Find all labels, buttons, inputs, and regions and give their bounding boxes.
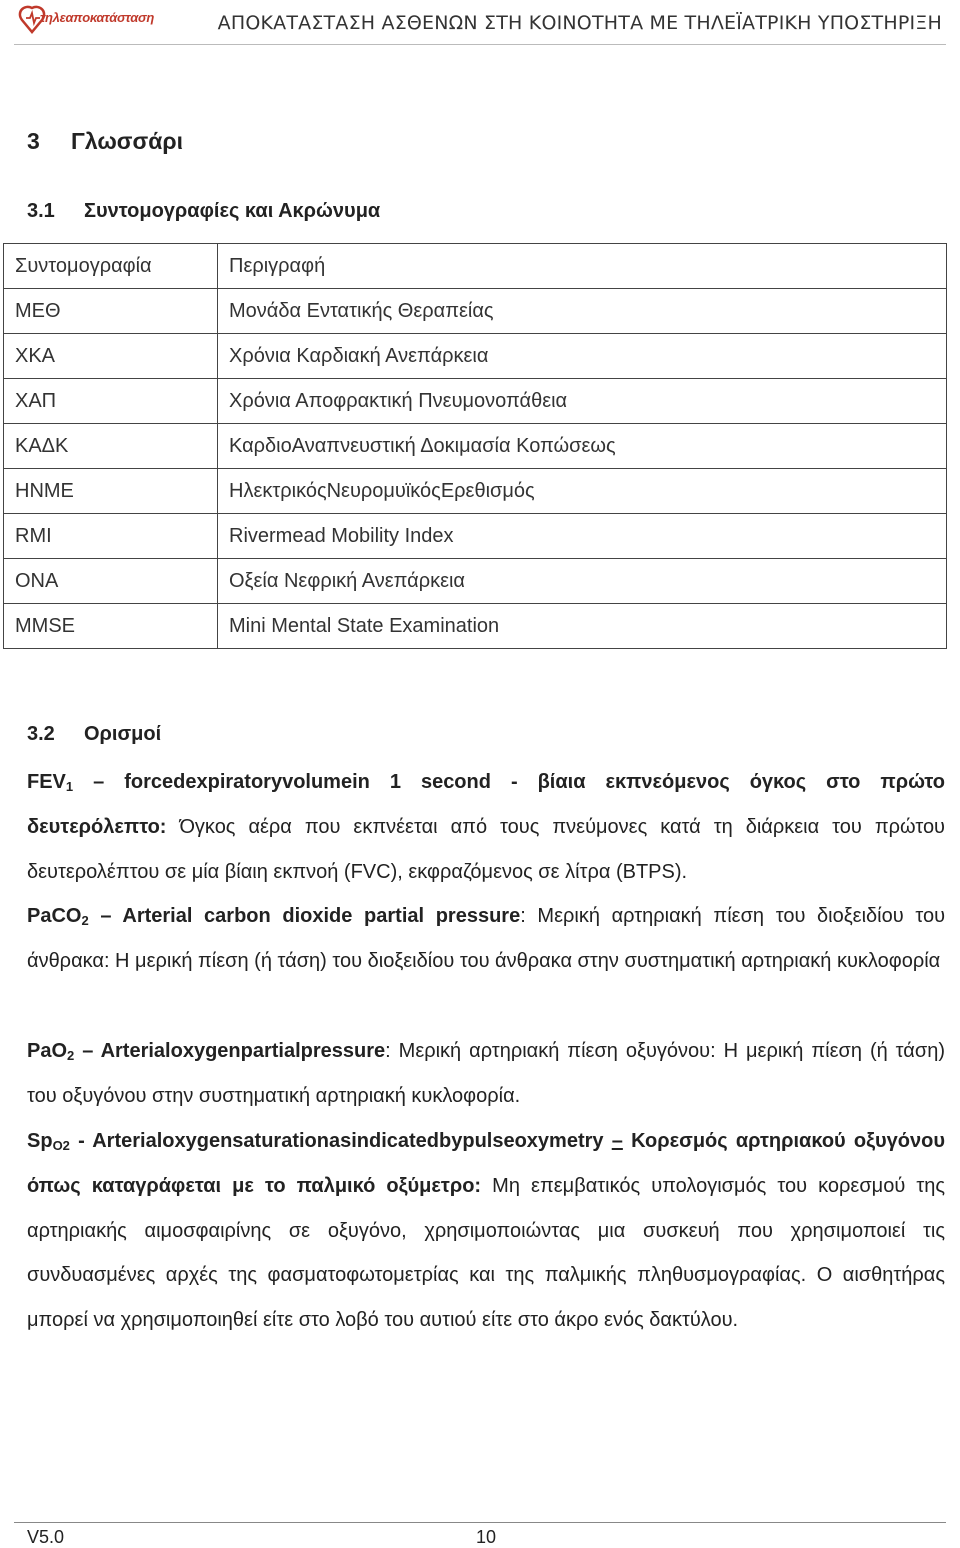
- definition-english-term: - Arterialoxygensaturationasindicatedbypulseoxymetry: [69, 1130, 612, 1152]
- desc-cell: ΗλεκτρικόςΝευρομυϊκόςΕρεθισμός: [218, 469, 947, 514]
- desc-cell: ΚαρδιοΑναπνευστική Δοκιμασία Κοπώσεως: [218, 424, 947, 469]
- table-header-cell: Συντομογραφία: [4, 244, 218, 289]
- desc-cell: Οξεία Νεφρική Ανεπάρκεια: [218, 559, 947, 604]
- subsection-number: 3.2: [27, 723, 55, 745]
- abbr-cell: ΟΝΑ: [4, 559, 218, 604]
- definition-term-subscript: 1: [65, 779, 74, 794]
- abbr-cell: ΧΑΠ: [4, 379, 218, 424]
- abbr-cell: ΜΕΘ: [4, 289, 218, 334]
- desc-cell: Χρόνια Αποφρακτική Πνευμονοπάθεια: [218, 379, 947, 424]
- footer-version: V5.0: [27, 1527, 65, 1547]
- definition-term-subscript: 2: [81, 913, 89, 928]
- table-row: [4, 289, 947, 334]
- definition-greek-term: Κορεσμός αρτηριακού οξυγόνου όπως καταγράφεται με το παλμικό οξύμετρο:: [27, 1130, 945, 1197]
- subsection-heading-definitions: [27, 723, 161, 746]
- table-row: [4, 334, 947, 379]
- definition-term-subscript: O2: [52, 1138, 70, 1153]
- subsection-title: Ορισμοί: [84, 723, 162, 745]
- table-row: [4, 424, 947, 469]
- table-row: [4, 379, 947, 424]
- abbr-cell: ΧΚΑ: [4, 334, 218, 379]
- definition-text: Όγκος αέρα που εκπνέεται από τους πνεύμονες κατά τη διάρκεια του πρώτου δευτερολέπτου σε μία βίαιη εκπνοή (FVC), εκφραζόμενος σε λίτρα (BTPS).: [27, 815, 945, 883]
- abbreviations-table: [3, 243, 947, 649]
- abbr-cell: RMI: [4, 514, 218, 559]
- definition-text: : Μερική αρτηριακή πίεση οξυγόνου: Η μερική πίεση (ή τάση) του οξυγόνου στην συστηματική αρτηριακή κυκλοφορία.: [27, 1040, 945, 1107]
- footer-divider: [14, 1522, 946, 1523]
- table-row: [4, 514, 947, 559]
- definition-english-term: forcedexpiratoryvolumein 1 second - βίαια εκπνεόμενος όγκος στο πρώτο δευτερόλεπτο:: [27, 771, 945, 838]
- definition-spo2: [27, 1119, 945, 1343]
- definition-dash: –: [611, 1130, 623, 1152]
- definition-term: Sp: [27, 1130, 53, 1152]
- definition-term: PaCO: [27, 905, 82, 927]
- table-header-cell: Περιγραφή: [218, 244, 947, 289]
- page-header: [0, 0, 960, 46]
- subsection-number: 3.1: [27, 200, 55, 222]
- subsection-title: Συντομογραφίες και Ακρώνυμα: [84, 200, 381, 222]
- abbr-cell: MMSE: [4, 604, 218, 649]
- definition-dash: –: [73, 771, 125, 793]
- definition-english-term: – Arterialoxygenpartialpressure: [74, 1040, 386, 1062]
- abbr-cell: ΚΑΔΚ: [4, 424, 218, 469]
- table-row: [4, 604, 947, 649]
- definition-term: FEV: [27, 771, 66, 793]
- subsection-heading-abbreviations: [27, 200, 380, 223]
- header-title: ΑΠΟΚΑΤΑΣΤΑΣΗ ΑΣΘΕΝΩΝ ΣΤΗ ΚΟΙΝΟΤΗΤΑ ΜΕ ΤΗΛΕΪΑΤΡΙΚΗ ΥΠΟΣΤΗΡΙΞΗ: [217, 12, 942, 34]
- definition-english-term: – Arterial carbon dioxide partial pressure: [88, 905, 521, 927]
- table-header-row: [4, 244, 947, 289]
- definition-text: Μη επεμβατικός υπολογισμός του κορεσμού της αρτηριακής αιμοσφαιρίνης σε οξυγόνο, χρησιμοποιώντας μια συσκευή που χρησιμοποιεί τις συνδυασμένες αρχές της φασματοφωτομετρίας και της παλμικής πληθυσμογραφίας. Ο αισθητήρας μπορεί να χρησιμοποιηθεί είτε στο λοβό του αυτιού είτε στο άκρο ενός δακτύλου.: [27, 1174, 946, 1332]
- section-heading: [27, 128, 183, 155]
- section-title: Γλωσσάρι: [71, 128, 183, 154]
- desc-cell: Mini Mental State Examination: [218, 604, 947, 649]
- definition-fev1: [27, 760, 945, 894]
- desc-cell: Rivermead Mobility Index: [218, 514, 947, 559]
- definition-pao2: [27, 1029, 945, 1119]
- footer-page-number: 10: [476, 1527, 497, 1547]
- section-number: 3: [27, 128, 40, 154]
- table-row: [4, 559, 947, 604]
- definition-term: PaO: [27, 1040, 68, 1062]
- desc-cell: Χρόνια Καρδιακή Ανεπάρκεια: [218, 334, 947, 379]
- abbr-cell: ΗΝΜΕ: [4, 469, 218, 514]
- logo-text: τηλεαποκατάσταση: [40, 10, 155, 25]
- table-row: [4, 469, 947, 514]
- definition-paco2: [27, 894, 945, 984]
- definition-term-subscript: 2: [67, 1048, 75, 1063]
- header-divider: [14, 44, 946, 45]
- desc-cell: Μονάδα Εντατικής Θεραπείας: [218, 289, 947, 334]
- definition-text: : Μερική αρτηριακή πίεση του διοξειδίου του άνθρακα: Η μερική πίεση (ή τάση) του διοξειδίου του άνθρακα στην συστηματική αρτηριακή κυκλοφορία: [27, 905, 946, 972]
